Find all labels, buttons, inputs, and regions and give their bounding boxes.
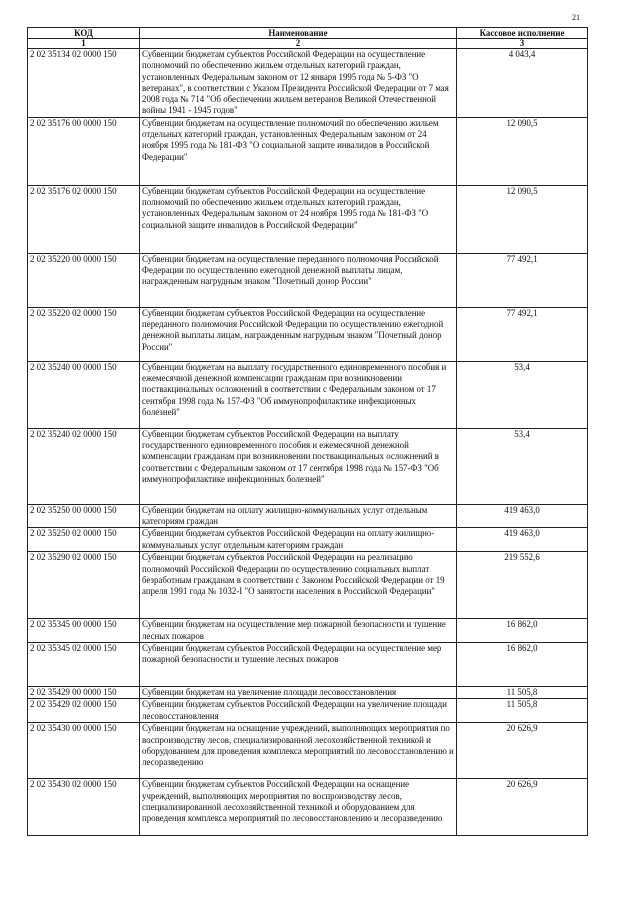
amount-cell: 16 862,0 (457, 619, 588, 643)
table-row (28, 253, 588, 307)
column-number-1: 1 (28, 39, 140, 49)
column-number-row (28, 39, 588, 49)
code-cell: 2 02 35429 00 0000 150 (28, 686, 140, 698)
header-row (28, 28, 588, 39)
name-cell: Субвенции бюджетам на оснащение учреждений, выполняющих мероприятия по воспроизводству лесов, специализированной лесохозяйственной техникой и оборудованием для проведения комплекса мероприятий по лесовосстановлению и лесоразведению (140, 723, 457, 779)
code-cell: 2 02 35220 02 0000 150 (28, 307, 140, 361)
amount-cell: 419 463,0 (457, 528, 588, 552)
amount-cell: 12 090,5 (457, 117, 588, 185)
amount-cell: 11 505,8 (457, 686, 588, 698)
amount-cell: 219 552,6 (457, 552, 588, 619)
name-cell: Субвенции бюджетам субъектов Российской Федерации на оплату жилищно-коммунальных услуг отдельным категориям граждан (140, 528, 457, 552)
table-row (28, 504, 588, 528)
amount-cell: 53,4 (457, 361, 588, 428)
name-cell: Субвенции бюджетам субъектов Российской Федерации на оснащение учреждений, выполняющих мероприятия по воспроизводству лесов, специализированной лесохозяйственной техникой и оборудованием для проведения комплекса мероприятий по лесовосстановлению и лесоразведению (140, 779, 457, 836)
budget-table (27, 27, 588, 836)
column-number-3: 3 (457, 39, 588, 49)
name-cell: Субвенции бюджетам субъектов Российской Федерации на осуществление полномочий по обеспечению жильем отдельных категорий граждан, установленных Федеральным законом от 12 января 1995 года № 5-ФЗ "О ветеранах", в соответствии с Указом Президента Российской Федерации от 7 мая 2008 года № 714 "Об обеспечении жильем ветеранов Великой Отечественной войны 1941 - 1945 годов" (140, 49, 457, 118)
name-cell: Субвенции бюджетам субъектов Российской Федерации на осуществление полномочий по обеспечению жильем отдельных категорий граждан, установленных Федеральным законом от 24 ноября 1995 года № 181-ФЗ "О социальной защите инвалидов в Российской Федерации" (140, 185, 457, 253)
header-name: Наименование (140, 28, 457, 39)
code-cell: 2 02 35250 02 0000 150 (28, 528, 140, 552)
amount-cell: 77 492,1 (457, 253, 588, 307)
code-cell: 2 02 35220 00 0000 150 (28, 253, 140, 307)
code-cell: 2 02 35345 00 0000 150 (28, 619, 140, 643)
amount-cell: 20 626,9 (457, 723, 588, 779)
code-cell: 2 02 35250 00 0000 150 (28, 504, 140, 528)
table-row (28, 552, 588, 619)
code-cell: 2 02 35430 02 0000 150 (28, 779, 140, 836)
amount-cell: 4 043,4 (457, 49, 588, 118)
name-cell: Субвенции бюджетам субъектов Российской Федерации на выплату государственного единовременного пособия и ежемесячной денежной компенсации гражданам при возникновении поствакцинальных осложнений в соответствии с Федеральным законом от 17 сентября 1998 года № 157-ФЗ "Об иммунопрофилактике инфекционных болезней" (140, 428, 457, 504)
code-cell: 2 02 35176 02 0000 150 (28, 185, 140, 253)
name-cell: Субвенции бюджетам субъектов Российской Федерации на осуществление переданного полномочия Российской Федерации по осуществлению ежегодной денежной выплаты лицам, награжденным нагрудным знаком "Почетный донор России" (140, 307, 457, 361)
table-row (28, 723, 588, 779)
name-cell: Субвенции бюджетам на оплату жилищно-коммунальных услуг отдельным категориям граждан (140, 504, 457, 528)
table-row (28, 528, 588, 552)
name-cell: Субвенции бюджетам на увеличение площади лесовосстановления (140, 686, 457, 698)
page-number: 21 (572, 13, 580, 22)
table-row (28, 686, 588, 698)
table-row (28, 307, 588, 361)
table-row (28, 642, 588, 686)
amount-cell: 16 862,0 (457, 642, 588, 686)
amount-cell: 419 463,0 (457, 504, 588, 528)
column-number-2: 2 (140, 39, 457, 49)
code-cell: 2 02 35430 00 0000 150 (28, 723, 140, 779)
table-row (28, 428, 588, 504)
code-cell: 2 02 35134 02 0000 150 (28, 49, 140, 118)
code-cell: 2 02 35345 02 0000 150 (28, 642, 140, 686)
amount-cell: 20 626,9 (457, 779, 588, 836)
name-cell: Субвенции бюджетам субъектов Российской Федерации на осуществление мер пожарной безопасности и тушение лесных пожаров (140, 642, 457, 686)
name-cell: Субвенции бюджетам на осуществление переданного полномочия Российской Федерации по осуществлению ежегодной денежной выплаты лицам, награжденным нагрудным знаком "Почетный донор России" (140, 253, 457, 307)
table-row (28, 779, 588, 836)
table-row (28, 699, 588, 723)
code-cell: 2 02 35176 00 0000 150 (28, 117, 140, 185)
code-cell: 2 02 35240 00 0000 150 (28, 361, 140, 428)
name-cell: Субвенции бюджетам субъектов Российской Федерации на реализацию полномочий Российской Федерации по осуществлению социальных выплат безработным гражданам в соответствии с Законом Российской Федерации от 19 апреля 1991 года № 1032-I "О занятости населения в Российской Федерации" (140, 552, 457, 619)
code-cell: 2 02 35429 02 0000 150 (28, 699, 140, 723)
amount-cell: 11 505,8 (457, 699, 588, 723)
header-amount: Кассовое исполнение (457, 28, 588, 39)
amount-cell: 53,4 (457, 428, 588, 504)
header-code: КОД (28, 28, 140, 39)
table-row (28, 619, 588, 643)
name-cell: Субвенции бюджетам на осуществление полномочий по обеспечению жильем отдельных категорий граждан, установленных Федеральным законом от 24 ноября 1995 года № 181-ФЗ "О социальной защите инвалидов в Российской Федерации" (140, 117, 457, 185)
table-row (28, 361, 588, 428)
table-row (28, 49, 588, 118)
table-row (28, 117, 588, 185)
name-cell: Субвенции бюджетам субъектов Российской Федерации на увеличение площади лесовосстановления (140, 699, 457, 723)
code-cell: 2 02 35240 02 0000 150 (28, 428, 140, 504)
amount-cell: 12 090,5 (457, 185, 588, 253)
name-cell: Субвенции бюджетам на выплату государственного единовременного пособия и ежемесячной денежной компенсации гражданам при возникновении поствакцинальных осложнений в соответствии с Федеральным законом от 17 сентября 1998 года № 157-ФЗ "Об иммунопрофилактике инфекционных болезней" (140, 361, 457, 428)
table-row (28, 185, 588, 253)
name-cell: Субвенции бюджетам на осуществление мер пожарной безопасности и тушение лесных пожаров (140, 619, 457, 643)
amount-cell: 77 492,1 (457, 307, 588, 361)
code-cell: 2 02 35290 02 0000 150 (28, 552, 140, 619)
